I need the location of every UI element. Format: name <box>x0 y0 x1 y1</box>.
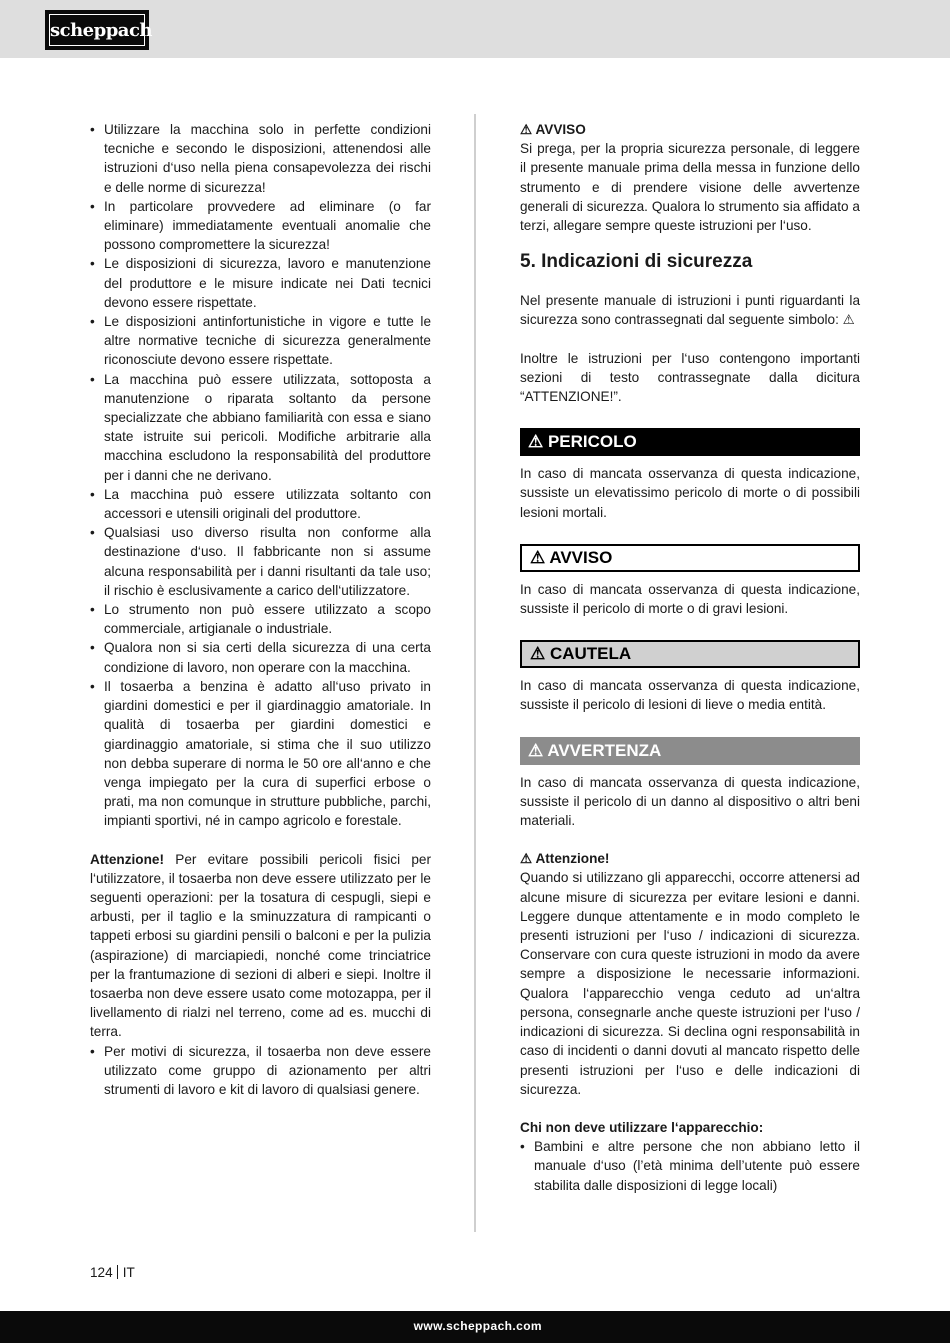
language-code: IT <box>122 1265 135 1280</box>
avvertenza-box: ⚠ AVVERTENZA <box>520 737 860 765</box>
attention-label: Attenzione! <box>90 851 165 867</box>
section-title: 5. Indicazioni di sicurezza <box>520 251 753 273</box>
list-item: • Le disposizioni antinfortunistiche in vigore e tutte le altre normative tecniche di sicurezza generalmente riconosciute devono essere rispettate. <box>90 312 431 370</box>
list-item: • Qualsiasi uso diverso risulta non conforme alla destinazione d‘uso. Il fabbricante non si assume alcuna responsabilità per i danni risultanti da tale uso; il rischio è esclusivamente a carico dell‘utilizzatore. <box>90 523 431 600</box>
cautela-box: ⚠ CAUTELA <box>520 640 860 668</box>
list-item: • Qualora non si sia certi della sicurezza di una certa condizione di lavoro, non operare con la macchina. <box>90 638 431 676</box>
attention-text: Per evitare possibili pericoli fisici per l‘utilizzatore, il tosaerba non deve essere utilizzato per le seguenti operazioni: per la tosatura di cespugli, siepi e arbusti, per il taglio e la sminuzzatura di rampicanti o tappeti erbosi su giardini pensili o balconi e per la pulizia (aspirazione) di marciapiedi, nonché come trinciatrice per la frantumazione di sezioni di alberi e siepi. Inoltre il tosaerba non deve essere usato come motozappa, per il livellamento di rialzi nel terreno, come ad es. mucchi di terra. <box>90 851 431 1040</box>
list-item: • Le disposizioni di sicurezza, lavoro e manutenzione del produttore e le misure indicate nei Dati tecnici devono essere rispettate. <box>90 254 431 312</box>
website-url[interactable]: www.scheppach.com <box>413 1319 542 1333</box>
attention-paragraph <box>90 850 431 1042</box>
pericolo-box: ⚠ PERICOLO <box>520 428 860 456</box>
right-column <box>520 120 860 1195</box>
avviso-intro-text: Si prega, per la propria sicurezza personale, di leggere il presente manuale prima della messa in funzione dello strumento e di prendere visione delle avvertenze generali di sicurezza. Qualora lo strumento sia affidato a terzi, allegare sempre queste istruzioni per l‘uso. <box>520 141 860 234</box>
page-footer <box>90 1265 135 1280</box>
column-divider <box>474 114 476 1232</box>
attenzione-text: Quando si utilizzano gli apparecchi, occorre attenersi ad alcune misure di sicurezza per evitare lesioni e danni. Leggere dunque attentamente e in modo completo le presenti istruzioni per l‘uso / indicazioni di sicurezza. Conservare con cura queste istruzioni in modo da avere sempre a disposizione le necessarie informazioni. Qualora l‘apparecchio venga ceduto ad un‘altra persona, consegnarle anche queste istruzioni per l‘uso / indicazioni di sicurezza. Si declina ogni responsabilità in caso di incidenti o danni dovuti al mancato rispetto delle presenti istruzioni per l‘uso e delle indicazioni di sicurezza. <box>520 870 860 1097</box>
avvertenza-text: In caso di mancata osservanza di questa indicazione, sussiste il pericolo di un danno al dispositivo o altri beni materiali. <box>520 774 860 829</box>
intro-paragraph-1: Nel presente manuale di istruzioni i punti riguardanti la sicurezza sono contrassegnati dal seguente simbolo: ⚠ <box>520 293 860 328</box>
usage-bullet-list <box>90 120 431 831</box>
avviso-text: In caso di mancata osservanza di questa indicazione, sussiste il pericolo di morte o di gravi lesioni. <box>520 581 860 617</box>
bottom-bar <box>0 1311 950 1343</box>
logo-text: scheppach <box>49 14 145 46</box>
intro-paragraph-2: Inoltre le istruzioni per l‘uso contengono importanti sezioni di testo contrassegnate dalla dicitura “ATTENZIONE!”. <box>520 350 860 405</box>
list-item: • Per motivi di sicurezza, il tosaerba non deve essere utilizzato come gruppo di azionamento per altri strumenti di lavoro e kit di lavoro di qualsiasi genere. <box>90 1042 431 1100</box>
extra-bullet-list <box>90 1042 431 1100</box>
list-item: • In particolare provvedere ad eliminare (o far eliminare) immediatamente eventuali anomalie che possono compromettere la sicurezza! <box>90 197 431 255</box>
avviso-intro-label: ⚠ AVVISO <box>520 122 586 137</box>
list-item: • La macchina può essere utilizzata soltanto con accessori e utensili originali del produttore. <box>90 485 431 523</box>
footer-separator <box>117 1265 118 1279</box>
pericolo-text: In caso di mancata osservanza di questa indicazione, sussiste un elevatissimo pericolo di morte o di possibili lesioni mortali. <box>520 466 860 520</box>
scheppach-logo <box>45 10 153 50</box>
avviso-box: ⚠ AVVISO <box>520 544 860 572</box>
left-column <box>90 120 431 1099</box>
list-item: • La macchina può essere utilizzata, sottoposta a manutenzione o riparata soltanto da persone specializzate che abbiano familiarità con essa e siano state istruite sui pericoli. Modifiche arbitrarie alla macchina escludono la responsabilità del produttore per i danni che ne derivano. <box>90 370 431 485</box>
list-item: • Bambini e altre persone che non abbiano letto il manuale d‘uso (l’età minima dell’utente può essere stabilita dalle disposizioni di legge locali) <box>520 1137 860 1195</box>
attenzione-label: ⚠ Attenzione! <box>520 851 610 867</box>
list-item: • Utilizzare la macchina solo in perfette condizioni tecniche e secondo le disposizioni, attenendosi alle istruzioni d‘uso nella piena consapevolezza dei rischi e delle norme di sicurezza! <box>90 120 431 197</box>
page-number: 124 <box>90 1265 113 1280</box>
list-item: • Il tosaerba a benzina è adatto all‘uso privato in giardini domestici e per il giardinaggio amatoriale. In qualità di tosaerba per giardini domestici e giardinaggio amatoriale, si stima che il suo utilizzo non debba superare di norma le 50 ore all‘anno e che venga impiegato per la cura di superfici erbose o prati, ma non comunque in strutture pubbliche, parchi, impianti sportivi, né in campo agricolo e forestale. <box>90 677 431 831</box>
header-bar <box>0 0 950 58</box>
chi-bullet-list <box>520 1137 860 1195</box>
list-item: • Lo strumento non può essere utilizzato a scopo commerciale, artigianale o industriale. <box>90 600 431 638</box>
chi-title: Chi non deve utilizzare l‘apparecchio: <box>520 1119 764 1135</box>
cautela-text: In caso di mancata osservanza di questa indicazione, sussiste il pericolo di lesioni di lieve o media entità. <box>520 678 860 713</box>
